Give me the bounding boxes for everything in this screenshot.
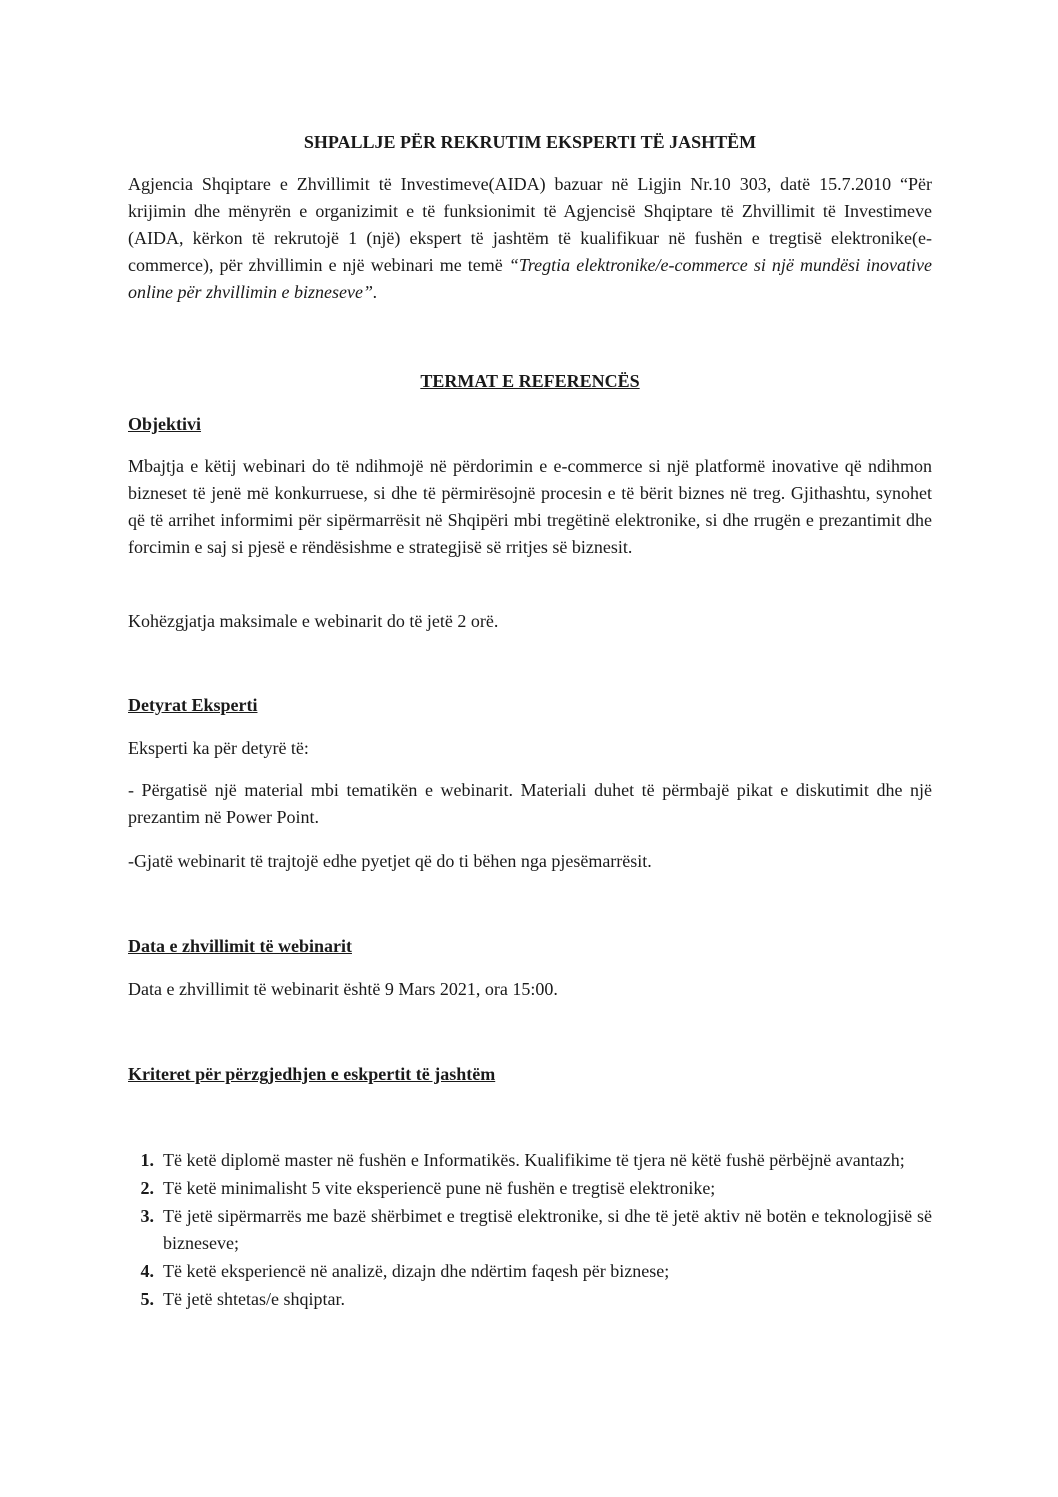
intro-paragraph xyxy=(128,171,932,306)
list-item-number: 4. xyxy=(140,1261,154,1281)
criteria-list xyxy=(128,1147,932,1314)
objective-heading: Objektivi xyxy=(128,414,202,434)
duties-item-1: - Përgatisë një material mbi tematikën e webinarit. Materiali duhet të përmbajë pikat e diskutimit dhe një prezantim në Power Point. xyxy=(128,780,932,827)
duties-item-2: -Gjatë webinarit të trajtojë edhe pyetjet që do ti bëhen nga pjesëmarrësit. xyxy=(128,851,652,871)
list-item-number: 1. xyxy=(140,1150,154,1170)
objective-paragraph: Mbajtja e këtij webinari do të ndihmojë në përdorimin e e-commerce si një platformë inovative që ndihmon bizneset të jenë më konkurruese, si dhe të përmirësojnë procesin e të bërit biznes në treg. Gjithashtu, synohet që të arrihet informimi për sipërmarrësit në Shqipëri mbi tregëtinë elektronike, si dhe rrugën e prezantimit dhe forcimin e saj si pjesë e rëndësishme e strategjisë së rritjes së biznesit. xyxy=(128,456,932,557)
list-item xyxy=(128,1147,932,1174)
duration-paragraph: Kohëzgjatja maksimale e webinarit do të jetë 2 orë. xyxy=(128,611,499,631)
criteria-heading: Kriteret për përzgjedhjen e eskpertit të jashtëm xyxy=(128,1064,496,1084)
document-page xyxy=(128,0,932,1497)
list-item xyxy=(128,1203,932,1257)
document-title: SHPALLJE PËR REKRUTIM EKSPERTI TË JASHTËM xyxy=(303,132,757,152)
list-item-number: 5. xyxy=(140,1289,154,1309)
intro-text: Agjencia Shqiptare e Zhvillimit të Investimeve(AIDA) bazuar në Ligjin Nr.10 303, datë 15.7.2010 “Për krijimin dhe mënyrën e organizimit e të funksionimit të Agjencisë Shqiptare të Zhvillimit të Investimeve (AIDA, kërkon të rekrutojë 1 (një) ekspert të jashtëm të kualifikuar në fushën e tregtisë elektronike(e-commerce), për zhvillimin e një webinari me temë xyxy=(128,174,932,275)
list-item-text: Të jetë shtetas/e shqiptar. xyxy=(163,1289,345,1309)
list-item xyxy=(128,1286,932,1313)
list-item-text: Të jetë sipërmarrës me bazë shërbimet e tregtisë elektronike, si dhe të jetë aktiv në botën e teknologjisë së bizneseve; xyxy=(163,1206,932,1253)
list-item-number: 3. xyxy=(140,1206,154,1226)
terms-heading: TERMAT E REFERENCËS xyxy=(420,371,640,391)
date-paragraph: Data e zhvillimit të webinarit është 9 Mars 2021, ora 15:00. xyxy=(128,979,558,999)
list-item-text: Të ketë diplomë master në fushën e Informatikës. Kualifikime të tjera në këtë fushë përbëjnë avantazh; xyxy=(163,1150,905,1170)
intro-webinar-topic: “Tregtia elektronike/e-commerce si një mundësi inovative online për zhvillimin e bizneseve”. xyxy=(128,255,932,302)
list-item-number: 2. xyxy=(140,1178,154,1198)
list-item xyxy=(128,1258,932,1285)
duties-heading: Detyrat Eksperti xyxy=(128,695,258,715)
list-item xyxy=(128,1175,932,1202)
list-item-text: Të ketë eksperiencë në analizë, dizajn dhe ndërtim faqesh për biznese; xyxy=(163,1261,670,1281)
duties-intro: Eksperti ka për detyrë të: xyxy=(128,738,309,758)
date-heading: Data e zhvillimit të webinarit xyxy=(128,936,352,956)
list-item-text: Të ketë minimalisht 5 vite eksperiencë pune në fushën e tregtisë elektronike; xyxy=(163,1178,716,1198)
